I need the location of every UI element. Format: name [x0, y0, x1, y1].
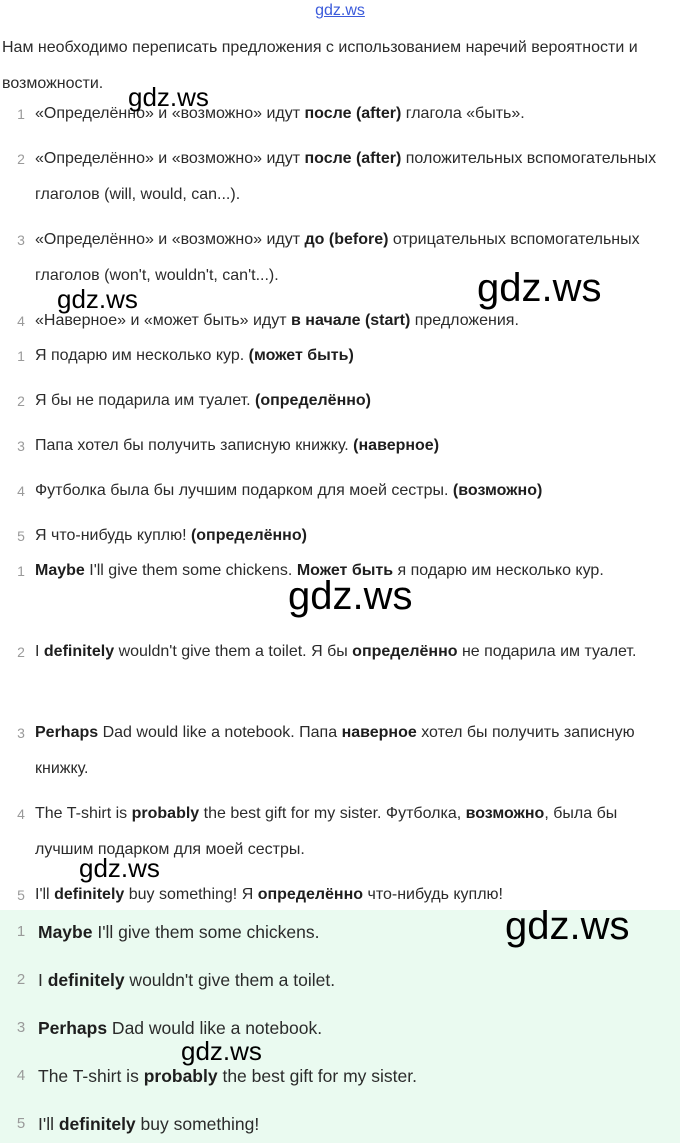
- item-text: [35, 518, 675, 554]
- item-text: [35, 473, 675, 509]
- site-link[interactable]: gdz.ws: [315, 2, 365, 19]
- text-fragment: «Определённо» и «возможно» идут: [35, 231, 305, 248]
- text-fragment: отрицательных вспомогательных глаголов (won't, wouldn't, can't...).: [35, 231, 640, 284]
- text-fragment: Я подарю им несколько кур.: [35, 347, 249, 364]
- text-fragment: Dad would like a notebook.: [107, 1018, 323, 1038]
- item-number: 1: [16, 923, 26, 940]
- bold-fragment: (возможно): [452, 482, 543, 499]
- bold-fragment: definitely: [43, 643, 115, 660]
- text-fragment: «Определённо» и «возможно» идут: [35, 105, 305, 122]
- text-fragment: глагола «быть».: [401, 105, 525, 122]
- bold-fragment: probably: [131, 805, 200, 822]
- text-fragment: Dad would like a notebook. Папа: [98, 724, 342, 741]
- bold-fragment: Maybe: [38, 922, 93, 942]
- text-fragment: что-нибудь куплю!: [363, 886, 503, 903]
- text-fragment: wouldn't give them a toilet. Я бы: [114, 643, 353, 660]
- bold-fragment: (определённо): [255, 392, 371, 409]
- item-number: 5: [17, 887, 25, 903]
- bold-fragment: после (after): [304, 150, 402, 167]
- watermark: gdz.ws: [505, 904, 630, 948]
- item-text: [38, 1112, 680, 1136]
- bold-fragment: definitely: [54, 886, 125, 903]
- item-number: 4: [16, 1067, 26, 1084]
- bold-fragment: (определённо): [190, 527, 307, 544]
- bold-fragment: после (after): [304, 105, 402, 122]
- item-number: 4: [17, 806, 25, 822]
- item-text: [35, 383, 675, 419]
- item-text: [35, 634, 675, 670]
- item-number: 1: [17, 563, 25, 579]
- text-fragment: положительных вспомогательных глаголов (will, would, can...).: [35, 150, 657, 203]
- text-fragment: I: [38, 970, 48, 990]
- item-number: 1: [17, 348, 25, 364]
- item-number: 2: [17, 644, 25, 660]
- text-fragment: wouldn't give them a toilet.: [124, 970, 336, 990]
- text-fragment: Я бы не подарила им туалет.: [35, 392, 256, 409]
- text-fragment: , была бы лучшим подарком для моей сестры.: [35, 805, 618, 858]
- bold-fragment: Может быть: [296, 562, 394, 579]
- watermark: gdz.ws: [79, 853, 160, 883]
- text-fragment: не подарила им туалет.: [457, 643, 637, 660]
- item-number: 3: [17, 232, 25, 248]
- text-fragment: The T-shirt is: [35, 805, 132, 822]
- item-number: 4: [17, 313, 25, 329]
- text-fragment: I'll give them some chickens.: [92, 922, 320, 942]
- text-fragment: buy something!: [135, 1114, 260, 1134]
- text-fragment: the best gift for my sister.: [217, 1066, 417, 1086]
- bold-fragment: Maybe: [35, 562, 85, 579]
- bold-fragment: Perhaps: [38, 1018, 108, 1038]
- text-fragment: Я что-нибудь куплю!: [35, 527, 191, 544]
- intro-text: Нам необходимо переписать предложения с использованием наречий вероятности и возможности.: [2, 39, 638, 92]
- text-fragment: The T-shirt is: [38, 1066, 144, 1086]
- item-number: 5: [17, 528, 25, 544]
- item-number: 3: [17, 725, 25, 741]
- bold-fragment: в начале (start): [291, 312, 411, 329]
- text-fragment: «Наверное» и «может быть» идут: [35, 312, 292, 329]
- watermark: gdz.ws: [128, 82, 209, 112]
- text-fragment: Папа хотел бы получить записную книжку.: [35, 437, 354, 454]
- item-number: 4: [17, 483, 25, 499]
- bold-fragment: определённо: [257, 886, 364, 903]
- bold-fragment: Perhaps: [35, 724, 99, 741]
- bold-fragment: возможно: [465, 805, 545, 822]
- text-fragment: the best gift for my sister. Футболка,: [199, 805, 466, 822]
- text-fragment: buy something! Я: [124, 886, 258, 903]
- item-text: [35, 338, 675, 374]
- watermark: gdz.ws: [477, 266, 602, 310]
- item-number: 2: [16, 971, 26, 988]
- item-number: 5: [16, 1115, 26, 1132]
- text-fragment: I'll: [35, 886, 55, 903]
- bold-fragment: до (before): [304, 231, 389, 248]
- item-text: [38, 1064, 680, 1088]
- bold-fragment: (наверное): [353, 437, 440, 454]
- text-fragment: I'll: [38, 1114, 59, 1134]
- item-number: 2: [17, 393, 25, 409]
- watermark: gdz.ws: [288, 574, 413, 618]
- item-number: 3: [17, 438, 25, 454]
- text-fragment: предложения.: [410, 312, 519, 329]
- text-fragment: I'll give them some chickens.: [84, 562, 297, 579]
- text-fragment: я подарю им несколько кур.: [393, 562, 604, 579]
- item-text: [38, 968, 680, 992]
- bold-fragment: probably: [143, 1066, 218, 1086]
- text-fragment: «Определённо» и «возможно» идут: [35, 150, 305, 167]
- item-number: 2: [17, 151, 25, 167]
- text-fragment: хотел бы получить записную книжку.: [35, 724, 635, 777]
- item-text: [35, 141, 675, 213]
- watermark: gdz.ws: [181, 1036, 262, 1066]
- bold-fragment: definitely: [47, 970, 125, 990]
- text-fragment: Футболка была бы лучшим подарком для моей сестры.: [35, 482, 453, 499]
- bold-fragment: определённо: [352, 643, 458, 660]
- item-text: [35, 715, 675, 787]
- bold-fragment: definitely: [58, 1114, 136, 1134]
- item-text: [38, 1016, 680, 1040]
- bold-fragment: наверное: [341, 724, 417, 741]
- item-text: [35, 428, 675, 464]
- bold-fragment: (может быть): [248, 347, 354, 364]
- item-number: 1: [17, 106, 25, 122]
- text-fragment: I: [35, 643, 44, 660]
- item-number: 3: [16, 1019, 26, 1036]
- watermark: gdz.ws: [57, 284, 138, 314]
